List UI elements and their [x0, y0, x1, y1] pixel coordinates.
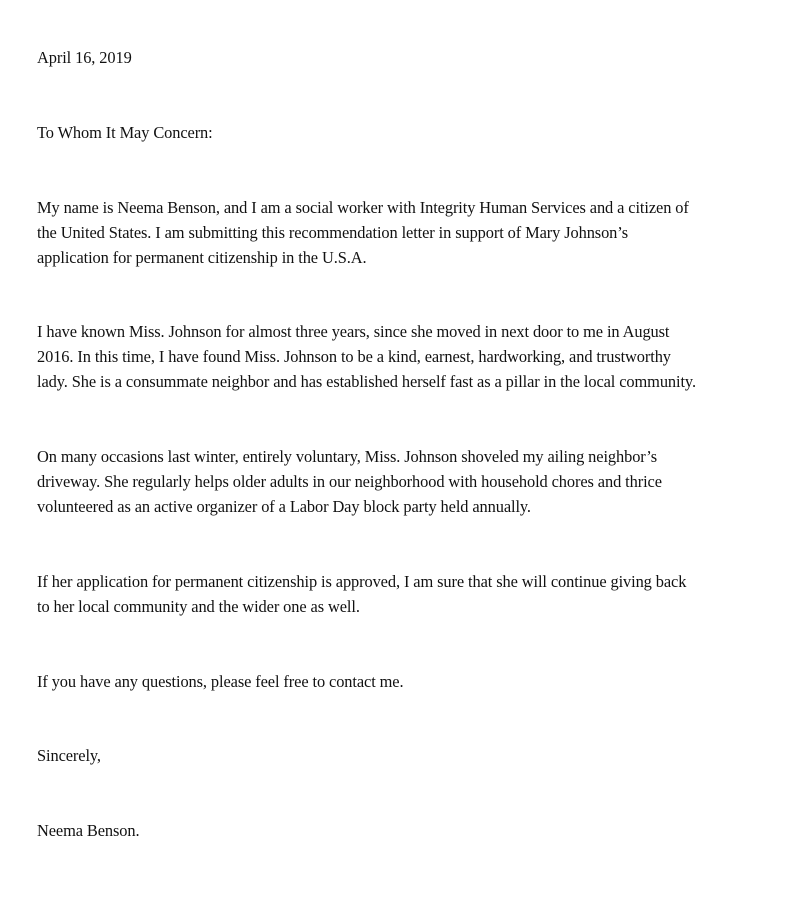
- paragraph-line: lady. She is a consummate neighbor and has established herself fast as a pillar in the local community.: [37, 372, 696, 391]
- paragraph-line: volunteered as an active organizer of a Labor Day block party held annually.: [37, 497, 531, 516]
- letter-closing: Sincerely,: [37, 746, 101, 765]
- paragraph-line: My name is Neema Benson, and I am a social worker with Integrity Human Services and a citizen of: [37, 198, 689, 217]
- paragraph-line: If you have any questions, please feel free to contact me.: [37, 672, 404, 691]
- paragraph-line: On many occasions last winter, entirely voluntary, Miss. Johnson shoveled my ailing neighbor’s: [37, 447, 657, 466]
- paragraph-line: driveway. She regularly helps older adults in our neighborhood with household chores and thrice: [37, 472, 662, 491]
- paragraph-line: If her application for permanent citizenship is approved, I am sure that she will continue giving back: [37, 572, 687, 591]
- paragraph-line: 2016. In this time, I have found Miss. Johnson to be a kind, earnest, hardworking, and trustworthy: [37, 347, 671, 366]
- paragraph-contact: [37, 669, 757, 694]
- paragraph-line: I have known Miss. Johnson for almost three years, since she moved in next door to me in August: [37, 322, 670, 341]
- paragraph-conclusion: [37, 569, 757, 619]
- paragraph-introduction: [37, 195, 757, 270]
- letter-salutation: To Whom It May Concern:: [37, 123, 213, 142]
- paragraph-line: application for permanent citizenship in the U.S.A.: [37, 248, 367, 267]
- paragraph-examples: [37, 444, 757, 519]
- paragraph-line: to her local community and the wider one as well.: [37, 597, 360, 616]
- letter-signature: Neema Benson.: [37, 821, 140, 840]
- paragraph-acquaintance: [37, 319, 757, 394]
- letter-date: April 16, 2019: [37, 48, 132, 67]
- paragraph-line: the United States. I am submitting this recommendation letter in support of Mary Johnson’s: [37, 223, 628, 242]
